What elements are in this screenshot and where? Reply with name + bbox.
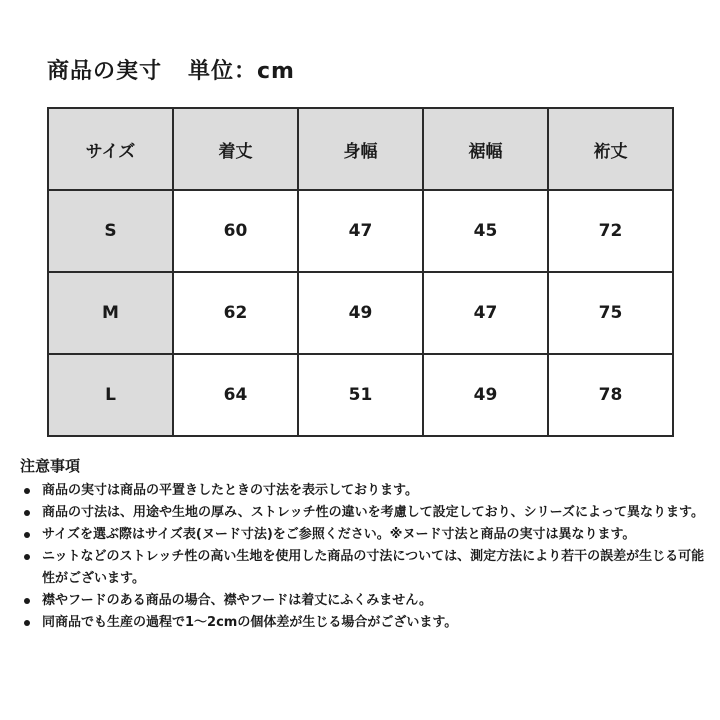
table-cell: 62 — [173, 272, 298, 354]
header-length: 着丈 — [173, 108, 298, 190]
notes-list — [20, 480, 710, 634]
table-cell: 64 — [173, 354, 298, 436]
note-text: 商品の寸法は、用途や生地の厚み、ストレッチ性の違いを考慮して設定しており、シリーズによって異なります。 — [42, 505, 704, 520]
row-size-label: S — [48, 190, 173, 272]
table-cell: 47 — [423, 272, 548, 354]
list-item — [20, 502, 710, 524]
table-cell: 49 — [298, 272, 423, 354]
row-size-label: L — [48, 354, 173, 436]
header-width: 身幅 — [298, 108, 423, 190]
list-item — [20, 546, 710, 590]
unit-label: 単位：cm — [188, 59, 295, 84]
bullet-icon — [24, 598, 30, 604]
note-text: 同商品でも生産の過程で1〜2cmの個体差が生じる場合がございます。 — [42, 615, 458, 630]
bullet-icon — [24, 620, 30, 626]
bullet-icon — [24, 510, 30, 516]
notes-title: 注意事項 — [20, 457, 81, 475]
table-cell: 49 — [423, 354, 548, 436]
table-row — [48, 190, 673, 272]
note-text: 商品の実寸は商品の平置きしたときの寸法を表示しております。 — [42, 483, 418, 498]
bullet-icon — [24, 532, 30, 538]
row-size-label: M — [48, 272, 173, 354]
header-size: サイズ — [48, 108, 173, 190]
table-cell: 72 — [548, 190, 673, 272]
table-row — [48, 354, 673, 436]
size-table — [47, 107, 674, 437]
list-item — [20, 480, 710, 502]
list-item — [20, 524, 710, 546]
note-text: ニットなどのストレッチ性の高い生地を使用した商品の寸法については、測定方法により若干の誤差が生じる可能性がございます。 — [42, 549, 705, 586]
table-cell: 47 — [298, 190, 423, 272]
page-title — [47, 54, 295, 85]
bullet-icon — [24, 488, 30, 494]
list-item — [20, 612, 710, 634]
list-item — [20, 590, 710, 612]
table-cell: 51 — [298, 354, 423, 436]
header-sleeve-length: 裄丈 — [548, 108, 673, 190]
table-cell: 78 — [548, 354, 673, 436]
bullet-icon — [24, 554, 30, 560]
title-text: 商品の実寸 — [47, 59, 163, 84]
header-hem-width: 裾幅 — [423, 108, 548, 190]
table-cell: 45 — [423, 190, 548, 272]
table-cell: 60 — [173, 190, 298, 272]
note-text: サイズを選ぶ際はサイズ表(ヌード寸法)をご参照ください。※ヌード寸法と商品の実寸は異なります。 — [42, 527, 636, 542]
table-header-row — [48, 108, 673, 190]
note-text: 襟やフードのある商品の場合、襟やフードは着丈にふくみません。 — [42, 593, 433, 608]
table-cell: 75 — [548, 272, 673, 354]
table-row — [48, 272, 673, 354]
